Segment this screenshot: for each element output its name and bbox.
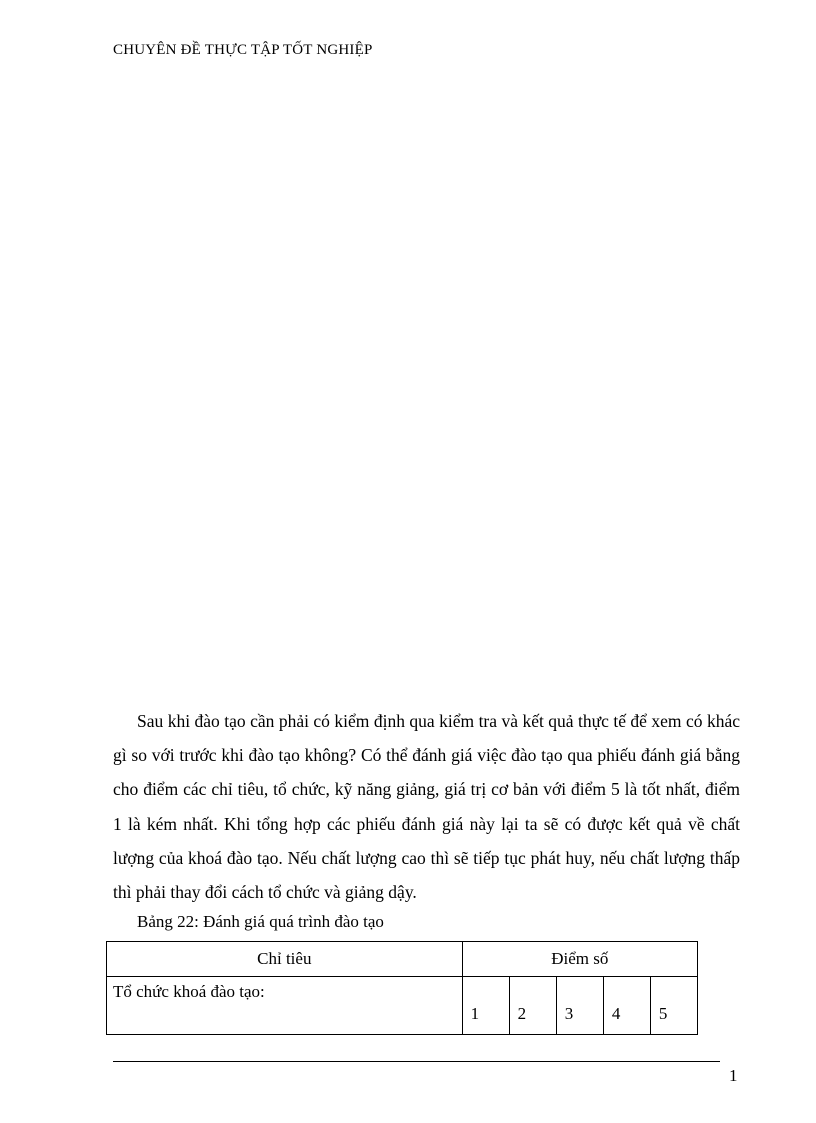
criteria-header: Chỉ tiêu bbox=[107, 942, 463, 977]
score-cell-5: 5 bbox=[650, 977, 697, 1035]
evaluation-table bbox=[106, 941, 698, 1035]
score-cell-3: 3 bbox=[556, 977, 603, 1035]
criteria-cell: Tổ chức khoá đào tạo: bbox=[107, 977, 463, 1035]
score-cell-1: 1 bbox=[462, 977, 509, 1035]
score-header: Điểm số bbox=[462, 942, 697, 977]
table-header-row bbox=[107, 942, 698, 977]
footer-divider bbox=[113, 1061, 720, 1062]
score-cell-4: 4 bbox=[603, 977, 650, 1035]
body-paragraph: Sau khi đào tạo cần phải có kiểm định qua kiểm tra và kết quả thực tế để xem có khác gì so với trước khi đào tạo không? Có thể đánh giá việc đào tạo qua phiếu đánh giá bằng cho điểm các chỉ tiêu, tổ chức, kỹ năng giảng, giá trị cơ bản với điểm 5 là tốt nhất, điểm 1 là kém nhất. Khi tổng hợp các phiếu đánh giá này lại ta sẽ có được kết quả về chất lượng của khoá đào tạo. Nếu chất lượng cao thì sẽ tiếp tục phát huy, nếu chất lượng thấp thì phải thay đổi cách tổ chức và giảng dậy. bbox=[113, 711, 740, 903]
table-caption: Bảng 22: Đánh giá quá trình đào tạo bbox=[137, 912, 384, 931]
running-header: CHUYÊN ĐỀ THỰC TẬP TỐT NGHIỆP bbox=[113, 42, 373, 58]
page-number: 1 bbox=[729, 1066, 738, 1085]
table-row bbox=[107, 977, 698, 1035]
score-cell-2: 2 bbox=[509, 977, 556, 1035]
